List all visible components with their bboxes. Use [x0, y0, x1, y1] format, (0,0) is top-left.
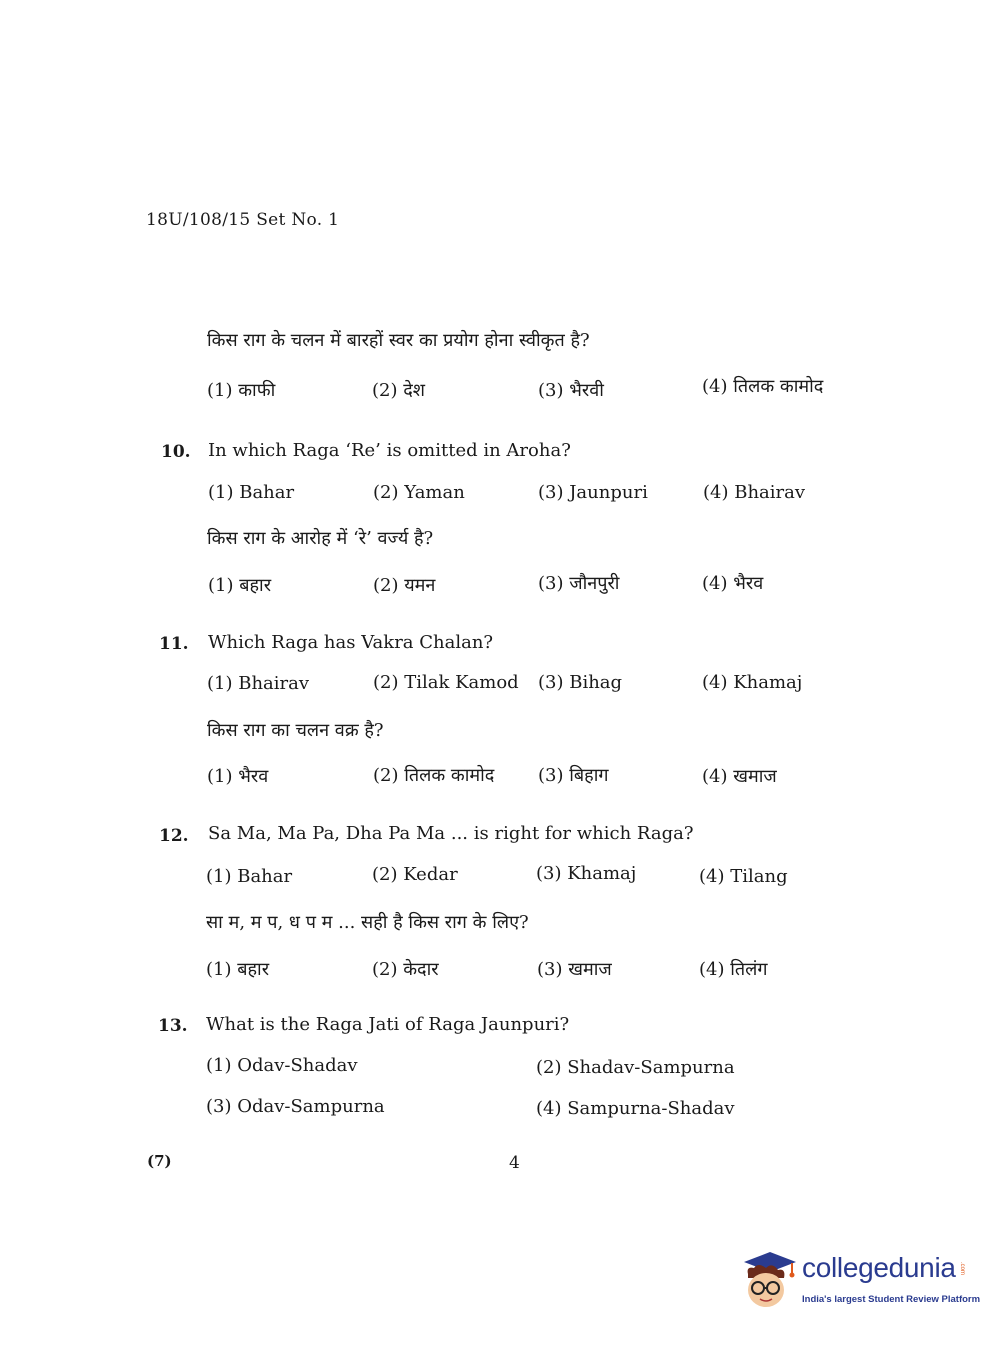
- q12-option-3: (3) Khamaj: [536, 863, 637, 884]
- q12-option-1: (1) Bahar: [206, 866, 293, 887]
- q12-question: Sa Ma, Ma Pa, Dha Pa Ma ... is right for which Raga?: [208, 823, 694, 844]
- q12-hindi-option-2: (2) केदार: [372, 959, 439, 980]
- q10-option-3: (3) Jaunpuri: [538, 482, 648, 503]
- q9-hindi-option-4: (4) तिलक कामोद: [702, 376, 824, 397]
- q12-option-2: (2) Kedar: [372, 864, 458, 885]
- q11-hindi-question: किस राग का चलन वक्र है?: [207, 720, 384, 741]
- q11-option-4: (4) Khamaj: [702, 672, 803, 693]
- set-code-header: 18U/108/15 Set No. 1: [146, 210, 340, 230]
- q11-hindi-option-2: (2) तिलक कामोद: [373, 765, 495, 786]
- brand-suffix: .com: [959, 1262, 965, 1276]
- q9-hindi-option-3: (3) भैरवी: [538, 380, 604, 401]
- q9-hindi-option-1: (1) काफी: [207, 380, 276, 401]
- q11-hindi-option-1: (1) भैरव: [207, 766, 269, 787]
- brand-name: collegedunia: [802, 1252, 956, 1283]
- mascot-icon: [740, 1248, 800, 1312]
- q11-option-3: (3) Bihag: [538, 672, 623, 693]
- q12-hindi-option-4: (4) तिलंग: [699, 959, 768, 980]
- q12-hindi-option-1: (1) बहार: [206, 959, 270, 980]
- q10-hindi-option-4: (4) भैरव: [702, 573, 764, 594]
- q12-hindi-option-3: (3) खमाज: [537, 959, 612, 980]
- q13-option-2: (2) Shadav-Sampurna: [536, 1057, 735, 1078]
- q13-option-1: (1) Odav-Shadav: [206, 1055, 358, 1076]
- q11-number: 11.: [159, 634, 189, 654]
- q10-option-1: (1) Bahar: [208, 482, 295, 503]
- q11-hindi-option-3: (3) बिहाग: [538, 765, 609, 786]
- q11-option-2: (2) Tilak Kamod: [373, 672, 519, 693]
- q10-question: In which Raga ‘Re’ is omitted in Aroha?: [208, 440, 571, 461]
- q10-hindi-option-3: (3) जौनपुरी: [538, 573, 620, 594]
- q13-option-4: (4) Sampurna-Shadav: [536, 1098, 735, 1119]
- q12-option-4: (4) Tilang: [699, 866, 788, 887]
- q10-option-2: (2) Yaman: [373, 482, 465, 503]
- q9-hindi-question: किस राग के चलन में बारहों स्वर का प्रयोग होना स्वीकृत है?: [207, 330, 590, 351]
- q10-option-4: (4) Bhairav: [703, 482, 806, 503]
- q10-number: 10.: [161, 442, 191, 462]
- q13-option-3: (3) Odav-Sampurna: [206, 1096, 385, 1117]
- q9-hindi-option-2: (2) देश: [372, 380, 426, 401]
- collegedunia-watermark: [740, 1248, 981, 1318]
- footer-left-mark: (7): [147, 1152, 172, 1170]
- q10-hindi-option-2: (2) यमन: [373, 575, 436, 596]
- q12-hindi-question: सा म, म प, ध प म ... सही है किस राग के लिए?: [206, 912, 529, 933]
- page-number: 4: [509, 1153, 520, 1173]
- q13-question: What is the Raga Jati of Raga Jaunpuri?: [206, 1014, 570, 1035]
- brand-tagline: India's largest Student Review Platform: [802, 1294, 981, 1305]
- q10-hindi-question: किस राग के आरोह में ‘रे’ वर्ज्य है?: [207, 528, 434, 549]
- q11-question: Which Raga has Vakra Chalan?: [208, 632, 494, 653]
- q11-hindi-option-4: (4) खमाज: [702, 766, 777, 787]
- q12-number: 12.: [159, 826, 189, 846]
- q10-hindi-option-1: (1) बहार: [208, 575, 272, 596]
- q11-option-1: (1) Bhairav: [207, 673, 310, 694]
- q13-number: 13.: [158, 1016, 188, 1036]
